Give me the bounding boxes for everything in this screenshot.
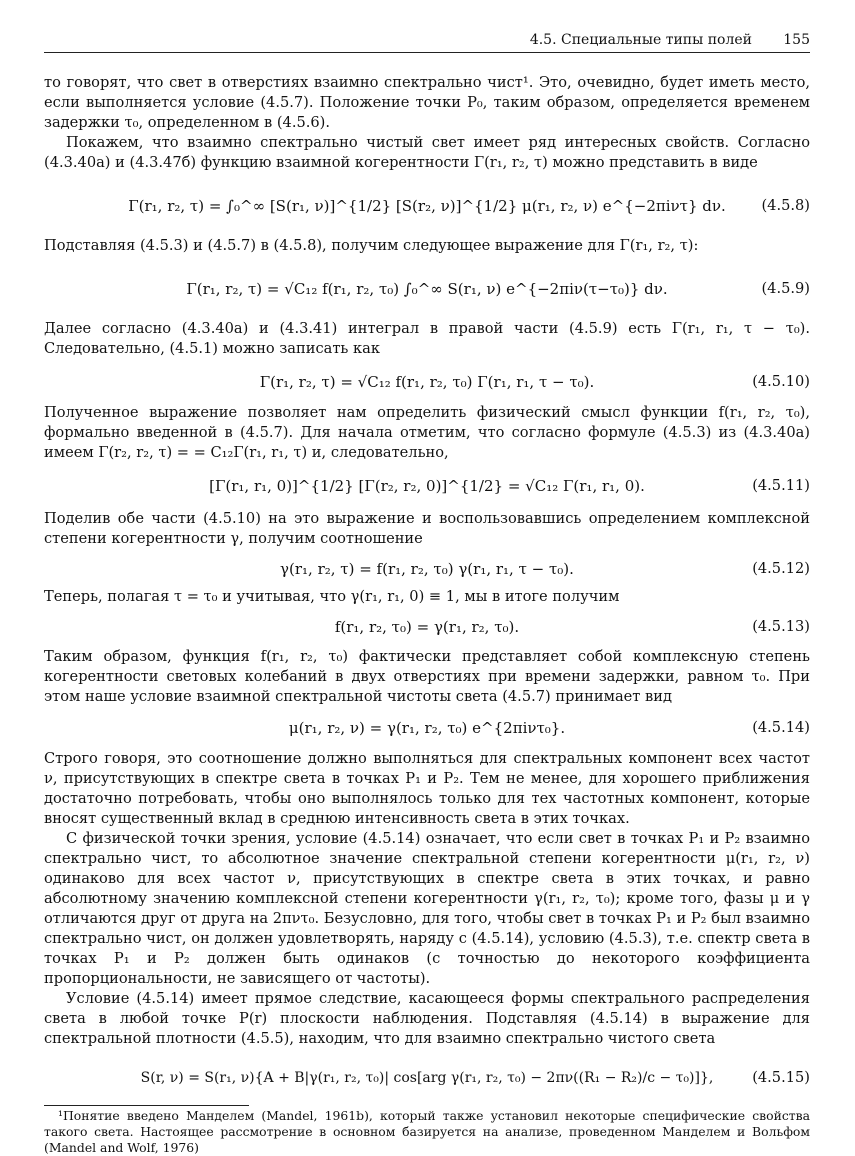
section-title: 4.5. Специальные типы полей [529,32,752,48]
equation-body: Γ(r₁, r₂, τ) = √C₁₂ f(r₁, r₂, τ₀) ∫₀^∞ S(r₁, ν) e^{−2πiν(τ−τ₀)} dν. [186,280,668,298]
page [44,30,810,1156]
equation-number: (4.5.9) [761,280,810,297]
equation-body: μ(r₁, r₂, ν) = γ(r₁, r₂, τ₀) e^{2πiντ₀}. [288,719,566,737]
equation-4-5-8 [44,181,810,231]
paragraph: Полученное выражение позволяет нам определить физический смысл функции f(r₁, r₂, τ₀), формально введенной в (4.5.7). Для начала отметим, что согласно формуле (4.5.3) из (4.3.40а) имеем Γ(r₂, r₂, τ) = = C₁₂Γ(r₁, r₁, τ) и, следовательно, [44,404,810,461]
equation-4-5-10 [44,367,810,397]
equation-body: [Γ(r₁, r₁, 0)]^{1/2} [Γ(r₂, r₂, 0)]^{1/2} = √C₁₂ Γ(r₁, r₁, 0). [209,477,645,495]
paragraph: Условие (4.5.14) имеет прямое следствие, касающееся формы спектрального распределения света в любой точке P(r) плоскости наблюдения. Подставляя (4.5.14) в выражение для спектральной плотности (4.5.5), находим, что для взаимно спектрально чистого света [44,990,810,1047]
equation-4-5-14 [44,713,810,743]
equation-number: (4.5.8) [761,197,810,214]
equation-4-5-11 [44,471,810,501]
equation-number: (4.5.11) [752,477,810,494]
equation-body: Γ(r₁, r₂, τ) = ∫₀^∞ [S(r₁, ν)]^{1/2} [S(r₂, ν)]^{1/2} μ(r₁, r₂, ν) e^{−2πiντ} dν. [128,197,726,215]
paragraph: Строго говоря, это соотношение должно выполняться для спектральных компонент всех частот ν, присутствующих в спектре света в точках P₁ и P₂. Тем не менее, для хорошего приближения достаточно потребовать, чтобы оно выполнялось только для тех частотных компонент, которые вносят существенный вклад в среднюю интенсивность света в этих точках. [44,750,810,827]
paragraph: Таким образом, функция f(r₁, r₂, τ₀) фактически представляет собой комплексную степень когерентности световых колебаний в двух отверстиях при времени задержки, равном τ₀. При этом наше условие взаимной спектральной чистоты света (4.5.7) принимает вид [44,648,810,705]
equation-number: (4.5.12) [752,560,810,577]
equation-4-5-12 [44,555,810,583]
running-header [44,30,810,53]
equation-number: (4.5.10) [752,373,810,390]
footnote-rule [44,1105,249,1106]
paragraph: Покажем, что взаимно спектрально чистый свет имеет ряд интересных свойств. Согласно (4.3.40а) и (4.3.47б) функцию взаимной когерентности Γ(r₁, r₂, τ) можно представить в виде [44,134,810,171]
equation-4-5-9 [44,264,810,314]
paragraph: Подставляя (4.5.3) и (4.5.7) в (4.5.8), получим следующее выражение для Γ(r₁, r₂, τ): [44,237,699,254]
paragraph: Теперь, полагая τ = τ₀ и учитывая, что γ(r₁, r₁, 0) ≡ 1, мы в итоге получим [44,588,620,605]
equation-4-5-13 [44,613,810,641]
footnote-text: ¹Понятие введено Манделем (Mandel, 1961b), который также установил некоторые специфические свойства такого света. Настоящее рассмотрение в основном базируется на анализе, проведенном Манделем и Вольфом (Mandel and Wolf, 1976) [44,1108,810,1155]
equation-body: f(r₁, r₂, τ₀) = γ(r₁, r₂, τ₀). [334,618,520,636]
page-body [44,73,810,1156]
page-number: 155 [783,32,810,48]
paragraph: С физической точки зрения, условие (4.5.14) означает, что если свет в точках P₁ и P₂ взаимно спектрально чист, то абсолютное значение спектральной степени когерентности μ(r₁, r₂, ν) одинаково для всех частот ν, присутствующих в спектре света в этих точках, и равно абсолютному значению комплексной степени когерентности γ(r₁, r₂, τ₀); кроме того, фазы μ и γ отличаются друг от друга на 2πντ₀. Безусловно, для того, чтобы свет в точках P₁ и P₂ был взаимно спектрально чист, он должен удовлетворять, наряду с (4.5.14), условию (4.5.3), т.е. спектр света в точках P₁ и P₂ должен быть одинаков (с точностью до некоторого коэффициента пропорциональности, не зависящего от частоты). [44,830,810,987]
paragraph: Поделив обе части (4.5.10) на это выражение и воспользовавшись определением комплексной степени когерентности γ, получим соотношение [44,510,810,547]
equation-4-5-15 [44,1055,810,1101]
equation-number: (4.5.14) [752,719,810,736]
equation-number: (4.5.15) [752,1069,810,1086]
footnote [44,1108,810,1156]
equation-body: γ(r₁, r₂, τ) = f(r₁, r₂, τ₀) γ(r₁, r₁, τ − τ₀). [280,560,574,578]
paragraph: Далее согласно (4.3.40а) и (4.3.41) интеграл в правой части (4.5.9) есть Γ(r₁, r₁, τ − τ₀). Следовательно, (4.5.1) можно записать как [44,320,810,357]
equation-body: S(r, ν) = S(r₁, ν){A + B|γ(r₁, r₂, τ₀)| cos[arg γ(r₁, r₂, τ₀) − 2πν((R₁ − R₂)/c − τ₀)]}, [140,1070,714,1086]
equation-number: (4.5.13) [752,618,810,635]
paragraph: то говорят, что свет в отверстиях взаимно спектрально чист¹. Это, очевидно, будет иметь место, если выполняется условие (4.5.7). Положение точки P₀, таким образом, определяется временем задержки τ₀, определенном в (4.5.6). [44,74,810,131]
equation-body: Γ(r₁, r₂, τ) = √C₁₂ f(r₁, r₂, τ₀) Γ(r₁, r₁, τ − τ₀). [259,373,595,391]
